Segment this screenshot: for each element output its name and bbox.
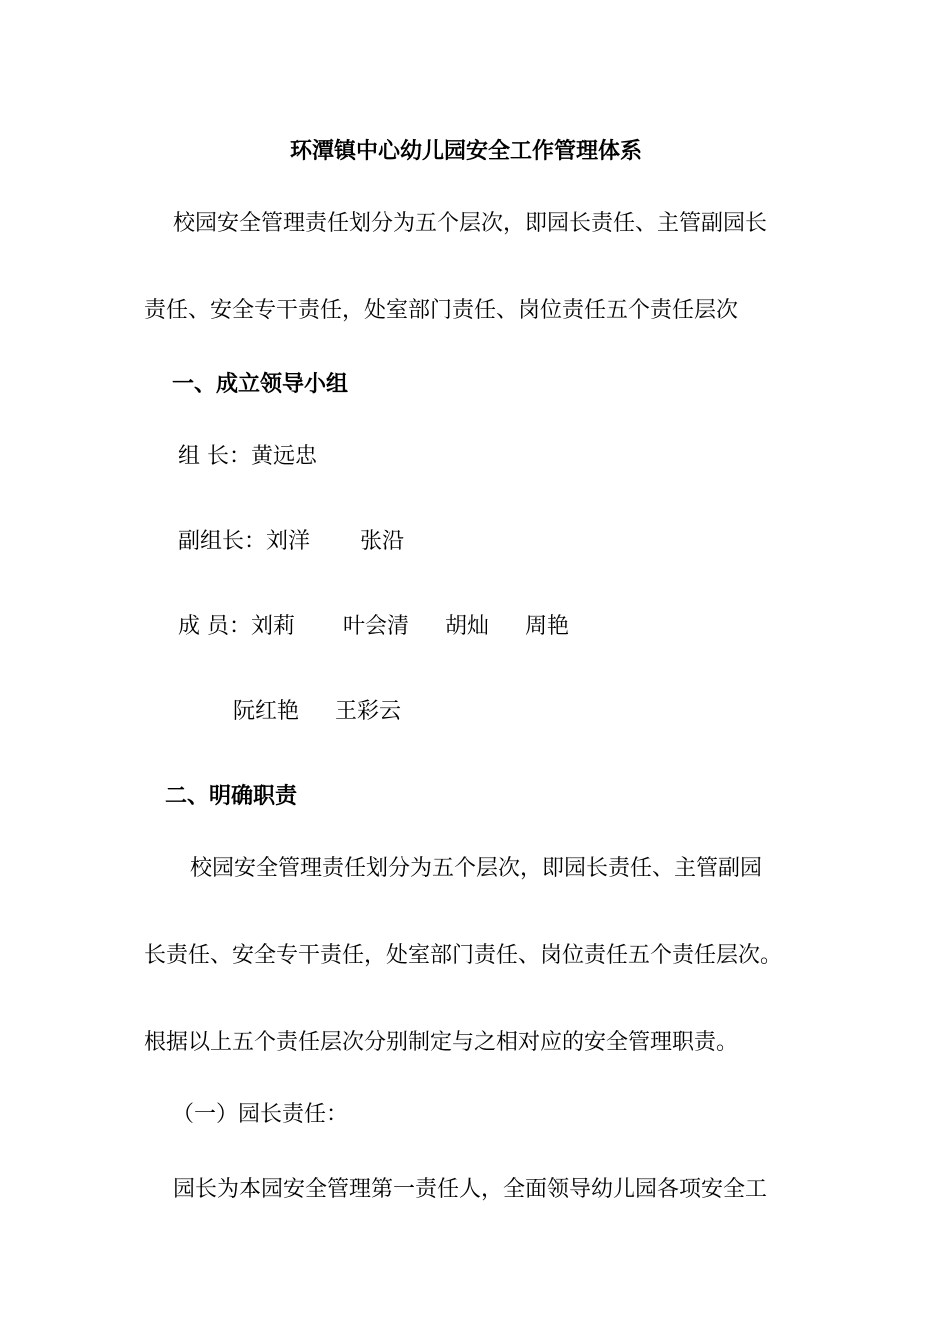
member-name: 阮红艳 xyxy=(233,699,300,724)
leader-name: 黄远忠 xyxy=(251,444,318,469)
leader-row xyxy=(178,443,317,471)
deputy-name: 刘洋 xyxy=(266,529,311,554)
leader-label: 组 长： xyxy=(178,444,251,469)
deputy-name: 张沿 xyxy=(360,529,405,554)
section2-heading: 二、明确职责 xyxy=(165,784,298,809)
section2-paragraph-line-2: 长责任、安全专干责任，处室部门责任、岗位责任五个责任层次。 xyxy=(144,943,783,968)
subsection1-heading: （一）园长责任： xyxy=(172,1102,349,1127)
member-name: 刘莉 xyxy=(251,614,296,639)
intro-line-1: 校园安全管理责任划分为五个层次，即园长责任、主管副园长 xyxy=(173,211,768,236)
member-name: 叶会清 xyxy=(343,614,410,639)
deputy-label: 副组长： xyxy=(178,529,267,554)
deputy-row xyxy=(178,528,404,556)
members-row-continued xyxy=(233,698,401,726)
members-row xyxy=(178,613,569,641)
member-name: 胡灿 xyxy=(445,614,490,639)
member-name: 王彩云 xyxy=(335,699,402,724)
subsection1-line-1: 园长为本园安全管理第一责任人，全面领导幼儿园各项安全工 xyxy=(173,1177,768,1202)
section2-paragraph-line-3: 根据以上五个责任层次分别制定与之相对应的安全管理职责。 xyxy=(144,1030,739,1055)
members-label: 成 员： xyxy=(178,614,251,639)
section1-heading: 一、成立领导小组 xyxy=(172,372,349,397)
section2-paragraph-line-1: 校园安全管理责任划分为五个层次，即园长责任、主管副园 xyxy=(190,856,763,881)
member-name: 周艳 xyxy=(525,614,570,639)
intro-line-2: 责任、安全专干责任，处室部门责任、岗位责任五个责任层次 xyxy=(144,298,739,323)
document-title: 环潭镇中心幼儿园安全工作管理体系 xyxy=(290,139,643,164)
